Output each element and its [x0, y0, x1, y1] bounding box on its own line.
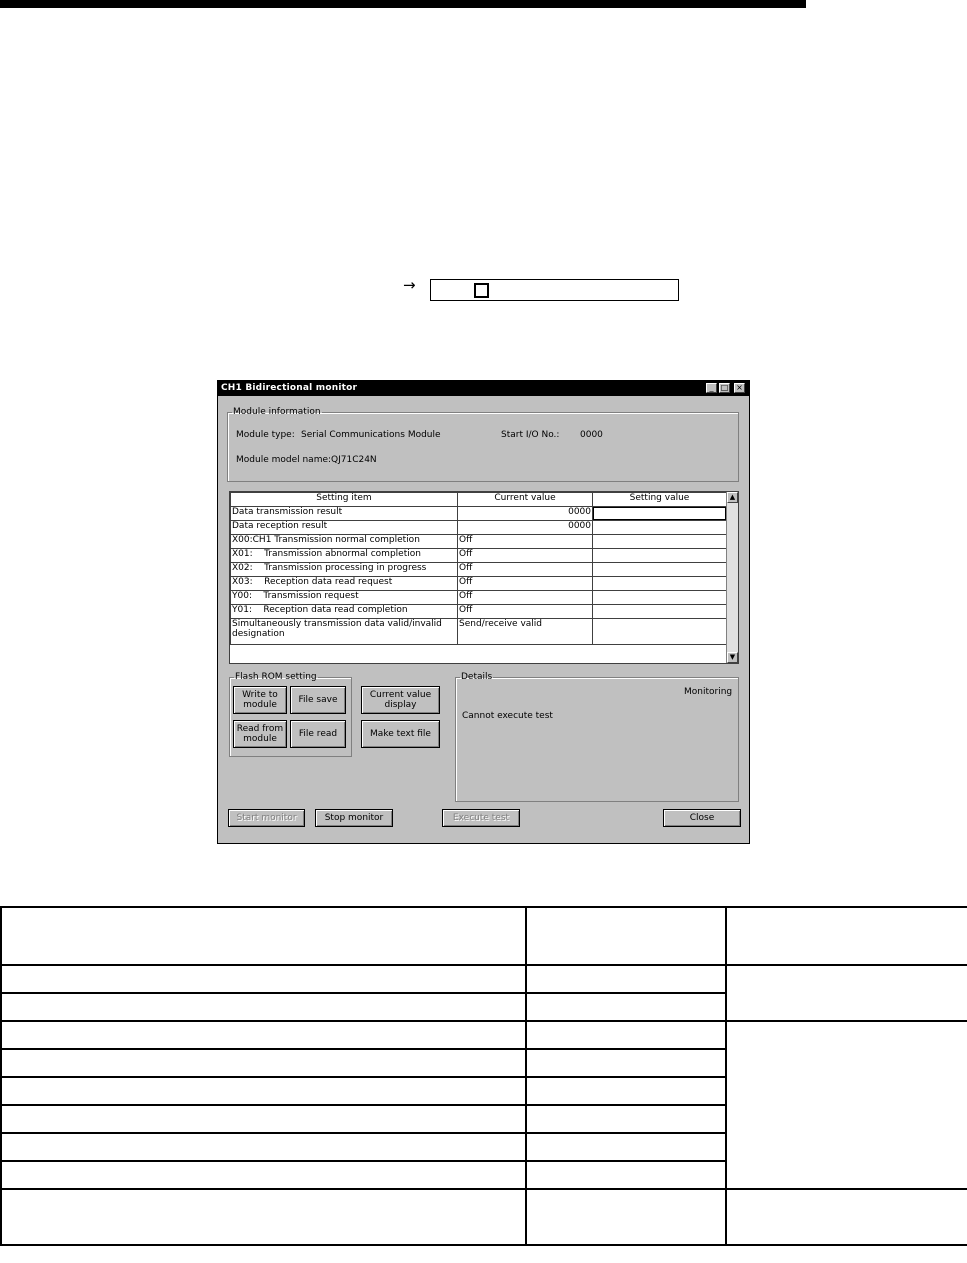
row-current: Send/receive valid — [458, 619, 593, 645]
row-item: X01: Transmission abnormal completion — [231, 549, 458, 563]
row-current: Off — [458, 535, 593, 549]
row-current: Off — [458, 591, 593, 605]
file-read-button[interactable]: File read — [290, 720, 346, 748]
table-cell — [1, 1133, 526, 1161]
start-io-label: Start I/O No.: — [501, 430, 560, 440]
row-item: Data transmission result — [231, 507, 458, 521]
scroll-down-icon[interactable]: ▼ — [727, 652, 738, 663]
module-type-value: Serial Communications Module — [301, 430, 441, 440]
table-cell — [1, 965, 526, 993]
grid-row — [231, 563, 727, 577]
row-setting-cell[interactable] — [593, 535, 727, 549]
header-setting-item: Setting item — [231, 493, 458, 507]
minimize-button[interactable]: _ — [706, 383, 717, 393]
row-current: 0000 — [458, 507, 593, 521]
close-button[interactable]: Close — [663, 809, 741, 827]
table-cell — [726, 907, 967, 965]
row-current: Off — [458, 605, 593, 619]
grid-row — [231, 577, 727, 591]
table-cell — [526, 1021, 726, 1049]
read-from-module-button[interactable]: Read from module — [233, 720, 287, 748]
start-monitor-button[interactable]: Start monitor — [228, 809, 305, 827]
grid-header-row — [231, 493, 727, 507]
write-to-module-button[interactable]: Write to module — [233, 686, 287, 714]
bidirectional-monitor-window — [217, 380, 750, 844]
row-current: Off — [458, 549, 593, 563]
row-current: 0000 — [458, 521, 593, 535]
monitor-table — [230, 492, 727, 645]
row-item: Y01: Reception data read completion — [231, 605, 458, 619]
flash-rom-legend: Flash ROM setting — [235, 672, 317, 682]
table-row — [1, 1021, 967, 1049]
table-cell — [726, 965, 967, 1021]
execute-test-button[interactable]: Execute test — [442, 809, 520, 827]
header-current-value: Current value — [458, 493, 593, 507]
header-setting-value: Setting value — [593, 493, 727, 507]
row-setting-cell[interactable] — [593, 549, 727, 563]
grid-row — [231, 619, 727, 645]
close-window-button[interactable]: × — [734, 383, 745, 393]
row-setting-cell[interactable] — [593, 507, 727, 521]
top-rule — [0, 0, 806, 8]
table-row — [1, 965, 967, 993]
row-setting-cell[interactable] — [593, 577, 727, 591]
square-icon — [474, 283, 489, 298]
row-item: X02: Transmission processing in progress — [231, 563, 458, 577]
row-setting-cell[interactable] — [593, 563, 727, 577]
module-information-legend: Module information — [233, 407, 321, 417]
row-setting-cell[interactable] — [593, 605, 727, 619]
grid-row — [231, 549, 727, 563]
monitor-grid — [229, 491, 739, 664]
details-legend: Details — [461, 672, 493, 682]
scroll-up-icon[interactable]: ▲ — [727, 492, 738, 503]
title-bar — [218, 381, 749, 396]
grid-row — [231, 521, 727, 535]
reference-table — [0, 906, 967, 1246]
table-cell — [526, 1161, 726, 1189]
row-item: X03: Reception data read request — [231, 577, 458, 591]
grid-row — [231, 535, 727, 549]
grid-row — [231, 605, 727, 619]
table-cell — [526, 1189, 726, 1245]
table-cell — [1, 1049, 526, 1077]
row-item: X00:CH1 Transmission normal completion — [231, 535, 458, 549]
row-item: Y00: Transmission request — [231, 591, 458, 605]
arrow-icon: → — [403, 276, 416, 294]
details-status: Monitoring — [684, 687, 733, 697]
row-item: Data reception result — [231, 521, 458, 535]
start-io-value: 0000 — [580, 430, 603, 440]
details-message: Cannot execute test — [462, 711, 553, 721]
make-text-file-button[interactable]: Make text file — [361, 720, 440, 748]
module-type-label: Module type: — [236, 430, 295, 440]
menu-path-box — [430, 279, 679, 301]
row-item: Simultaneously transmission data valid/invalid designation — [231, 619, 458, 645]
stop-monitor-button[interactable]: Stop monitor — [315, 809, 393, 827]
grid-scrollbar[interactable] — [726, 492, 738, 663]
row-current: Off — [458, 563, 593, 577]
table-cell — [1, 993, 526, 1021]
grid-row — [231, 591, 727, 605]
table-cell — [526, 1105, 726, 1133]
table-cell — [526, 965, 726, 993]
table-cell — [1, 1077, 526, 1105]
table-cell — [726, 1021, 967, 1189]
current-value-display-button[interactable]: Current value display — [361, 686, 440, 714]
table-cell — [1, 1189, 526, 1245]
grid-row — [231, 507, 727, 521]
module-information-group — [227, 407, 739, 482]
module-model-label: Module model name: — [236, 455, 332, 465]
table-cell — [526, 1133, 726, 1161]
table-cell — [526, 907, 726, 965]
file-save-button[interactable]: File save — [290, 686, 346, 714]
table-cell — [1, 1105, 526, 1133]
table-cell — [526, 993, 726, 1021]
table-cell — [726, 1189, 967, 1245]
row-setting-cell[interactable] — [593, 521, 727, 535]
table-row — [1, 907, 967, 965]
table-row — [1, 1189, 967, 1245]
row-setting-cell[interactable] — [593, 619, 727, 645]
maximize-button[interactable]: □ — [720, 383, 729, 392]
table-cell — [1, 907, 526, 965]
module-model-value: QJ71C24N — [331, 455, 377, 465]
table-cell — [1, 1161, 526, 1189]
table-cell — [1, 1021, 526, 1049]
window-title: CH1 Bidirectional monitor — [221, 383, 358, 393]
row-setting-cell[interactable] — [593, 591, 727, 605]
table-cell — [526, 1049, 726, 1077]
row-current: Off — [458, 577, 593, 591]
table-cell — [526, 1077, 726, 1105]
